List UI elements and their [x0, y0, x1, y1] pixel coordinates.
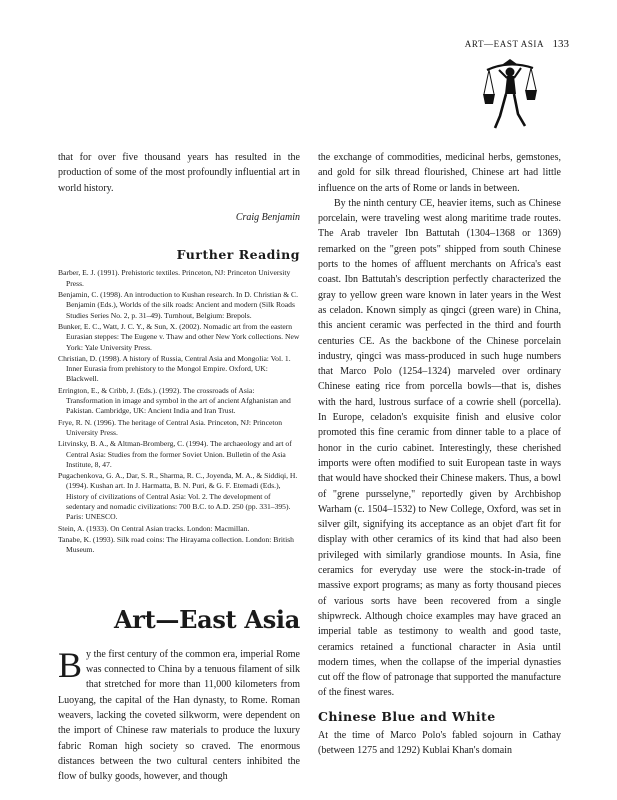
reference-item: Bunker, E. C., Watt, J. C. Y., & Sun, X. (2002). Nomadic art from the eastern Eurasian steppes: The Eugene v. Thaw and other New York collections. New York: Yale University Press.	[58, 321, 300, 352]
reference-item: Barber, E. J. (1991). Prehistoric textiles. Princeton, NJ: Princeton University Press.	[58, 268, 291, 288]
reference-item: Tanabe, K. (1993). Silk road coins: The Hirayama collection. London: British Museum.	[58, 534, 294, 555]
intro-paragraph: that for over five thousand years has resulted in the production of some of the most profoundly influential art in world history.	[58, 152, 300, 194]
reference-item: Pugachenkova, G. A., Dar, S. R., Sharma, R. C., Joyenda, M. A., & Siddiqi, H. (1994). Kushan art. In J. Harmatta, B. N. Puri, & G. F. Etemadi (Eds.), History of civilizations of Central Asia: Vol. 2. The development of sedentary and nomadic civilizations: 700 B.C. to A.D. 250 (pp. 331–395). Paris: UNESCO.	[58, 471, 298, 522]
reference-item: Frye, R. N. (1996). The heritage of Central Asia. Princeton, NJ: Princeton University Press.	[58, 417, 283, 437]
left-column	[58, 150, 300, 784]
reference-item: Errington, E., & Cribb, J. (Eds.). (1992). The crossroads of Asia: Transformation in image and symbol in the art of ancient Afghanistan and Pakistan. Cambridge, UK: Ancient India and Iran Trust.	[58, 385, 291, 416]
body-paragraph: By the ninth century CE, heavier items, such as Chinese porcelain, were traveling west along maritime trade routes. The Arab traveler Ibn Battutah (1304–1368 or 1369) remarked on the "green pots" shipped from south Chinese ports to the homes of affluent merchants on Africa's east coast. Ibn Battutah's description perfectly characterized the gray to yellow green ware known in later years in the West as celadon. Known simply as qingci (green ware) in China, this ancient ceramic was perfected in the third and fourth centuries CE. As the backbone of the Chinese porcelain industry, qingci was mass-produced in such huge numbers that Marco Polo (1254–1324) marveled over ordinary Chinese eating rice from porcella bowls—that is, dishes with the hard, lustrous surface of a cowrie shell (porcella). In Europe, celadon's exquisite finish and elusive color promoted this fine ceramic from dinner table to a place of honor in the curio cabinet. Interestingly, these cherished imports were often modified to suit European taste in ways that would have shocked their Chinese makers. Thus, a bowl of "grene pursselyne," reportedly given by Archbishop Warham (c. 1504–1532) to New College, Oxford, was set in silver gilt, signifying its acceptance as an objet d'art fit for display with other ceramics of its kind that had also been privileged with similarly grandiose mounts. In Asia, fine ceramics for everyday use were the stock-in-trade of massive export programs; as many as forty thousand pieces of various sorts have been recovered from a single shipwreck. Although choice examples may have graced an imperial table as testimony to wealth and good taste, ceramics retained a functional character in Asia until modern times, when the collapse of the imperial dynasties cut off the flow of patronage that supported the manufacture of the finest wares.	[318, 197, 561, 699]
right-column	[318, 150, 561, 759]
reference-list	[58, 268, 300, 555]
reference-item: Christian, D. (1998). A history of Russia, Central Asia and Mongolia: Vol. 1. Inner Eurasia from prehistory to the Mongol Empire. Oxford, UK: Blackwell.	[58, 353, 291, 384]
reference-item: Litvinsky, B. A., & Altman-Bromberg, C. (1994). The archaeology and art of Central Asia: Studies from the former Soviet Union. Bulletin of the Asia Institute, 8, 47.	[58, 439, 292, 469]
running-head	[465, 38, 569, 50]
drop-cap: B	[58, 644, 83, 685]
article-title: Art—East Asia	[113, 604, 300, 634]
running-title: ART—EAST ASIA	[464, 39, 544, 49]
page-number: 133	[552, 38, 569, 50]
porter-carrying-baskets-icon	[481, 58, 537, 130]
article-opening-text: y the first century of the common era, imperial Rome was connected to China by a tenuous filament of silk that stretched for more than 11,000 kilometers from Luoyang, the capital of the Han dynasty, to Rome. Roman weavers, lacking the coveted silkworm, were dependent on the import of Chinese raw materials to produce the luxury fabric Roman high society so craved. The enormous distances between the two cultural centers inhibited the flow of bulky goods, however, and though	[58, 648, 300, 783]
further-reading-heading: Further Reading	[176, 247, 300, 263]
author-signature: Craig Benjamin	[235, 211, 300, 223]
reference-item: Benjamin, C. (1998). An introduction to Kushan research. In D. Christian & C. Benjamin (Eds.), Worlds of the silk roads: Ancient and modern (Silk Roads Studies Series No. 2, p. 31–49). Turnhout, Belgium: Brepols.	[58, 290, 299, 320]
article-opening-paragraph	[58, 644, 300, 785]
reference-item: Stein, A. (1933). On Central Asian tracks. London: Macmillan.	[58, 523, 250, 533]
body-paragraph: At the time of Marco Polo's fabled sojourn in Cathay (between 1275 and 1292) Kublai Khan's domain	[318, 729, 561, 757]
section-heading: Chinese Blue and White	[318, 708, 496, 724]
body-paragraph: the exchange of commodities, medicinal herbs, gemstones, and gold for silk thread flourished, Chinese art had little influence on the arts of Rome or lands in between.	[318, 152, 561, 194]
